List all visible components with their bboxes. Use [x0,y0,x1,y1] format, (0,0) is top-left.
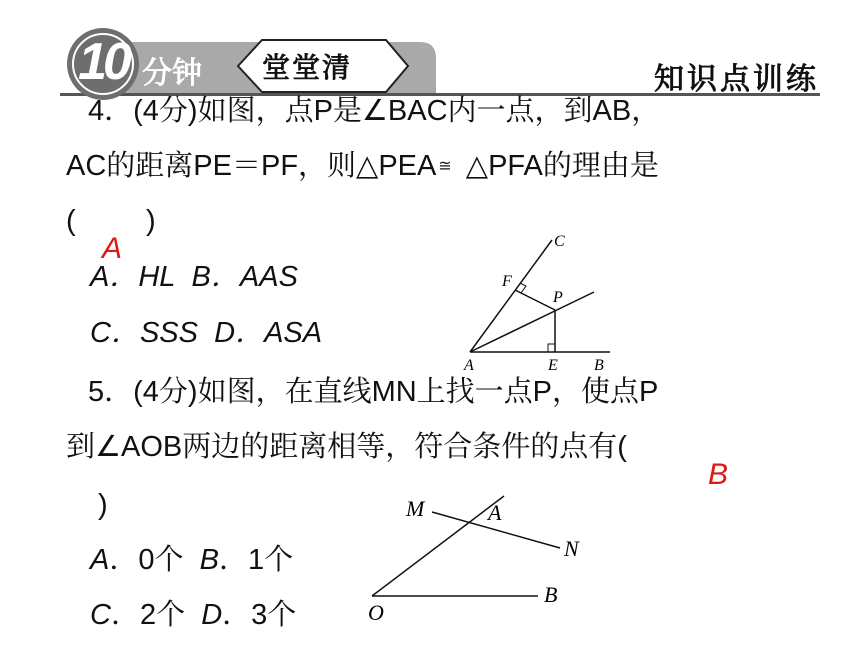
q5-line1: 5．(4分)如图，在直线MN上找一点P，使点P [88,376,659,408]
header-badge-label: 堂堂清 [262,52,353,83]
q4-option-c-text: ．SSS [110,317,198,349]
q5-option-c-text: ．2个 [110,599,186,631]
q5-option-row-2 [90,598,296,632]
q4-option-a-text: ．HL [109,261,176,293]
q5-label-m: M [406,496,425,521]
q5-answer: B [708,458,729,491]
q5-label-a: A [488,500,502,525]
q5-figure [360,490,600,630]
q5-option-d-letter: D [201,599,223,631]
section-title: 知识点训练 [654,63,819,96]
q5-paren-close: ) [98,489,108,521]
q4-line1: 4．(4分)如图，点P是∠BAC内一点，到AB， [88,95,661,127]
q4-option-b-letter: B [191,261,211,293]
q4-right-angle-e [548,344,555,352]
q4-figure [460,228,620,378]
q5-option-a-text: ．0个 [109,544,184,576]
q5-line2: 到∠AOB两边的距离相等，符合条件的点有( [66,431,627,463]
q4-option-d-text: ．ASA [235,317,323,349]
header-number: 10 [78,33,128,91]
q4-line2-b: △PFA的理由是 [465,150,659,182]
q5-label-n: N [564,536,579,561]
q4-answer: A [102,232,123,265]
q4-line2 [66,149,659,184]
q4-congruent-symbol: ≅ [438,158,452,176]
q5-label-o: O [368,600,384,625]
q5-option-a-letter: A [90,544,110,576]
q5-option-b-text: ．1个 [218,544,294,576]
q4-ray-ac [470,240,552,352]
q4-label-c: C [554,233,565,250]
header-minutes-label: 分钟 [142,57,202,90]
q4-paren-open: ( [66,205,76,237]
q4-label-e: E [548,357,558,374]
q5-option-d-text: ．3个 [222,599,297,631]
q4-label-a: A [464,357,474,374]
q4-label-f: F [502,273,512,290]
q4-option-b-text: ．AAS [210,261,298,293]
header-banner [0,0,860,100]
q4-option-d-letter: D [214,317,236,349]
q5-option-b-letter: B [199,544,219,576]
q4-ray-ap [470,292,594,352]
q4-label-p: P [553,289,563,306]
q5-option-c-letter: C [90,599,111,631]
q4-paren-close: ) [146,205,156,237]
q5-option-row-1 [90,543,293,577]
q4-option-c-letter: C [90,317,111,349]
q4-right-angle-f [520,283,526,293]
q4-option-row-1 [90,260,298,294]
q4-label-b: B [594,357,604,374]
q4-line2-a: AC的距离PE＝PF，则△PEA [66,150,437,182]
q4-option-a-letter: A [90,261,110,293]
q4-option-row-2 [90,316,322,350]
q5-label-b: B [544,582,558,607]
q5-ray-oa [372,496,504,596]
